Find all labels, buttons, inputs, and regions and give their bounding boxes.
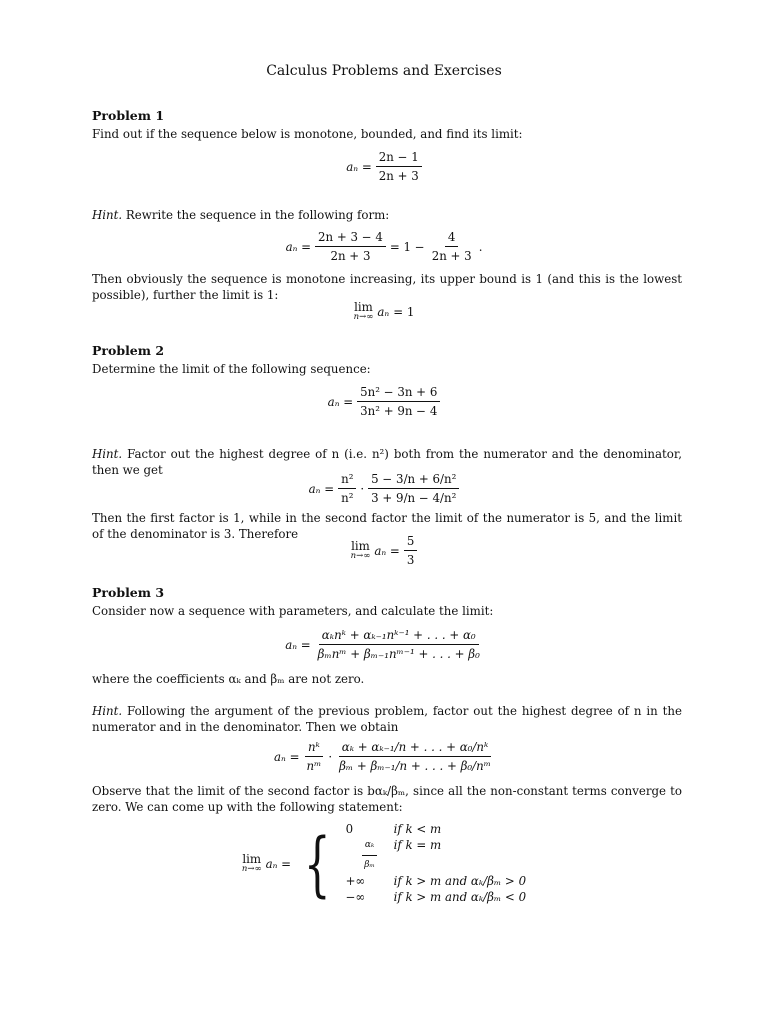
- lim-word: lim: [354, 300, 373, 314]
- limit-operator: [350, 538, 371, 561]
- equation-lhs: aₙ =: [285, 637, 311, 652]
- numerator: 2n − 1: [376, 150, 422, 167]
- limit-value: = 1: [393, 305, 415, 319]
- problem-3-cases-statement: [0, 822, 768, 905]
- denominator: 2n + 3: [330, 249, 371, 263]
- numerator: 5n² − 3n + 6: [357, 385, 440, 402]
- case-value: 0: [345, 822, 354, 836]
- problem-2-conclusion: Then the first factor is 1, while in the second factor the limit of the numerator is 5, and the limit of the denominator is 3. Therefore: [92, 511, 682, 541]
- fraction: [338, 472, 356, 505]
- fraction: [368, 472, 459, 505]
- numerator: 4: [445, 230, 459, 247]
- denominator: βₘ + βₘ₋₁/n + . . . + β₀/nᵐ: [339, 759, 491, 773]
- left-brace: {: [303, 822, 331, 905]
- denominator: βₘnᵐ + βₘ₋₁nᵐ⁻¹ + . . . + β₀: [317, 647, 480, 661]
- hint-label: Hint.: [92, 208, 123, 222]
- problem-3-statement: Consider now a sequence with parameters, and calculate the limit:: [92, 604, 494, 618]
- lim-word: lim: [351, 538, 370, 553]
- problem-3-factored-equation: [0, 740, 768, 773]
- fraction: [303, 740, 324, 773]
- problem-1-hint: [92, 207, 682, 223]
- fraction: [336, 740, 494, 773]
- hint-label: Hint.: [92, 447, 123, 461]
- denominator: 2n + 3: [378, 169, 419, 183]
- problem-2-equation: [0, 385, 768, 418]
- problem-3-heading: Problem 3: [92, 585, 165, 600]
- numerator: 5: [404, 534, 418, 551]
- multiply-dot: ·: [328, 749, 333, 764]
- denominator: 2n + 3: [431, 249, 472, 263]
- fraction: [404, 534, 418, 567]
- problem-1-limit: [0, 300, 768, 322]
- numerator: n²: [338, 472, 356, 489]
- document-title: Calculus Problems and Exercises: [266, 63, 502, 79]
- case-condition: if k > m and αₖ/βₘ > 0: [393, 874, 527, 888]
- problem-1-equation: [0, 150, 768, 183]
- problem-2-factored-equation: [0, 472, 768, 505]
- problem-2-statement: Determine the limit of the following sequence:: [92, 362, 371, 376]
- limit-operator: [354, 302, 374, 322]
- problem-2-heading: Problem 2: [92, 343, 165, 358]
- problem-1-rewrite-equation: [0, 230, 768, 263]
- equation-lhs: aₙ =: [374, 543, 400, 558]
- equals-one-minus: = 1 −: [389, 239, 425, 254]
- numerator: 2n + 3 − 4: [315, 230, 386, 247]
- case-value: −∞: [345, 890, 366, 904]
- denominator: nᵐ: [306, 759, 322, 773]
- equation-lhs: aₙ =: [308, 481, 335, 496]
- lim-subscript: n→∞: [350, 550, 371, 561]
- equation-lhs: aₙ =: [265, 856, 292, 871]
- fraction: [376, 150, 422, 183]
- fraction: [357, 385, 440, 418]
- problem-3-coefficients-note: where the coefficients αₖ and βₘ are not zero.: [92, 672, 365, 686]
- numerator: αₖnᵏ + αₖ₋₁nᵏ⁻¹ + . . . + α₀: [319, 628, 479, 645]
- denominator: 3 + 9/n − 4/n²: [371, 491, 457, 505]
- fraction: [429, 230, 475, 263]
- fraction: [315, 230, 386, 263]
- denominator: 3: [406, 553, 415, 567]
- numerator: 5 − 3/n + 6/n²: [368, 472, 459, 489]
- denominator: n²: [341, 491, 354, 505]
- equation-lhs: aₙ =: [285, 239, 312, 254]
- equation-lhs: aₙ =: [274, 749, 300, 764]
- problem-2-limit: [0, 534, 768, 567]
- fraction: [315, 628, 483, 661]
- cases-grid: [346, 822, 526, 905]
- denominator: 3n² + 9n − 4: [360, 404, 438, 418]
- equation-lhs: aₙ =: [346, 159, 372, 174]
- hint-text: Following the argument of the previous problem, factor out the highest degree of n in the numerator and in the denominator. Then we obtain: [92, 704, 682, 734]
- equation-lhs: aₙ =: [327, 394, 354, 409]
- hint-text: Rewrite the sequence in the following form:: [122, 208, 390, 222]
- denominator: βₘ: [364, 860, 375, 870]
- case-condition: if k = m: [393, 838, 442, 852]
- problem-1-statement: Find out if the sequence below is monotone, bounded, and find its limit:: [92, 127, 523, 141]
- lim-subscript: n→∞: [353, 312, 374, 322]
- case-condition: if k > m and αₖ/βₘ < 0: [393, 890, 527, 904]
- hint-label: Hint.: [92, 704, 123, 718]
- numerator: nᵏ: [305, 740, 323, 757]
- case-value-fraction: [346, 838, 394, 873]
- limit-operator: [241, 851, 262, 874]
- problem-3-observation: Observe that the limit of the second factor is bαₖ/βₘ, since all the non-constant terms converge to zero. We can come up with the following statement:: [92, 784, 682, 814]
- lim-subscript: n→∞: [241, 863, 262, 874]
- numerator: αₖ + αₖ₋₁/n + . . . + α₀/nᵏ: [339, 740, 492, 757]
- case-condition: if k < m: [393, 822, 442, 836]
- problem-1-conclusion: Then obviously the sequence is monotone increasing, its upper bound is 1 (and this is the lowest possible), further the limit is 1:: [92, 272, 682, 302]
- period: .: [478, 239, 483, 254]
- numerator: αₖ: [362, 838, 377, 856]
- cases-block: [295, 822, 526, 905]
- problem-3-hint: [92, 703, 682, 735]
- case-value: +∞: [345, 874, 366, 888]
- problem-1-heading: Problem 1: [92, 108, 165, 123]
- sequence-symbol: aₙ: [377, 305, 390, 319]
- lim-word: lim: [242, 851, 262, 866]
- multiply-dot: ·: [360, 481, 365, 496]
- problem-3-equation: [0, 628, 768, 661]
- hint-text: Factor out the highest degree of n (i.e. n²) both from the numerator and the denominator, then we get: [92, 447, 682, 477]
